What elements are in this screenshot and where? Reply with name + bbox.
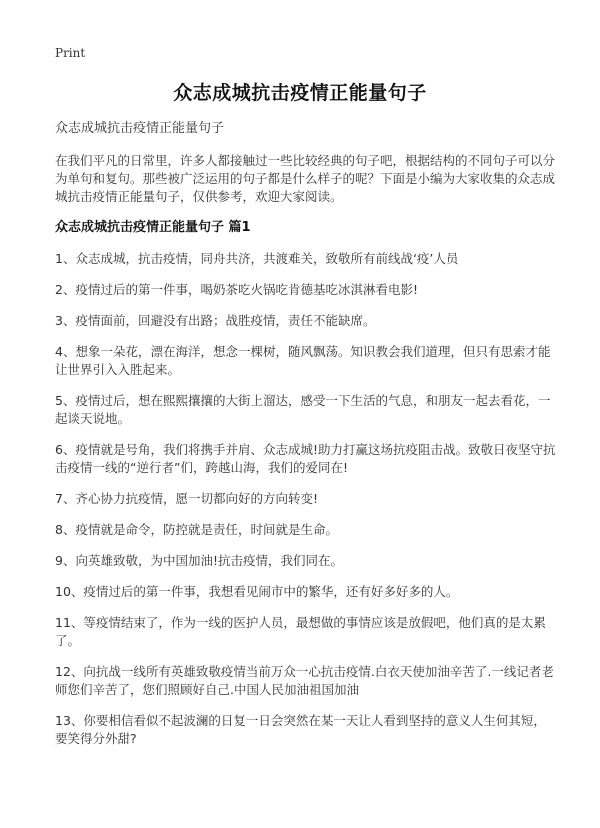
list-item: 5、疫情过后，想在熙熙攘攘的大街上溜达，感受一下生活的气息，和朋友一起去看花，一起谈天说地。 bbox=[55, 393, 551, 426]
list-item: 9、向英雄致敬，为中国加油!抗击疫情，我们同在。 bbox=[55, 553, 343, 568]
list-item: 13、你要相信看似不起波澜的日复一日会突然在某一天让人看到坚持的意义人生何其短，要笑得分外甜? bbox=[55, 713, 546, 746]
list-item: 4、想象一朵花，漂在海洋，想念一棵树，随风飘荡。知识教会我们道理，但只有思索才能让世界引入入胜起来。 bbox=[55, 344, 551, 377]
article-subtitle: 众志成城抗击疫情正能量句子 bbox=[55, 121, 225, 136]
list-item: 10、疫情过后的第一件事，我想看见闹市中的繁华，还有好多好多的人。 bbox=[55, 584, 459, 599]
list-item: 8、疫情就是命令，防控就是责任，时间就是生命。 bbox=[55, 522, 338, 537]
list-item: 3、疫情面前，回避没有出路；战胜疫情，责任不能缺席。 bbox=[55, 313, 376, 328]
list-item: 7、齐心协力抗疫情，愿一切都向好的方向转变! bbox=[55, 491, 318, 506]
list-item: 1、众志成城，抗击疫情，同舟共济，共渡难关，致敬所有前线战‘疫’人员 bbox=[55, 251, 459, 266]
list-item: 11、等疫情结束了，作为一线的医护人员，最想做的事情应该是放假吧，他们真的是太累了。 bbox=[55, 615, 546, 648]
list-item: 6、疫情就是号角，我们将携手并肩、众志成城!助力打赢这场抗疫阻击战。致敬日夜坚守抗击疫情一线的“逆行者”们，跨越山海，我们的爱同在! bbox=[55, 442, 556, 475]
intro-paragraph: 在我们平凡的日常里，许多人都接触过一些比较经典的句子吧，根据结构的不同句子可以分为单句和复句。那些被广泛运用的句子都是什么样子的呢？下面是小编为大家收集的众志成城抗击疫情正能量句子，仅供参考，欢迎大家阅读。 bbox=[55, 153, 556, 204]
list-item: 2、疫情过后的第一件事，喝奶茶吃火锅吃肯德基吃冰淇淋看电影! bbox=[55, 282, 418, 297]
section-heading: 众志成城抗击疫情正能量句子 篇1 bbox=[55, 220, 251, 235]
page-title: 众志成城抗击疫情正能量句子 bbox=[173, 82, 427, 104]
article-body bbox=[55, 120, 556, 761]
print-link[interactable]: Print bbox=[55, 46, 86, 60]
list-item: 12、向抗战一线所有英雄致敬疫情当前万众一心抗击疫情.白衣天使加油辛苦了.一线记者老师您们辛苦了，您们照顾好自己.中国人民加油祖国加油 bbox=[55, 664, 554, 697]
